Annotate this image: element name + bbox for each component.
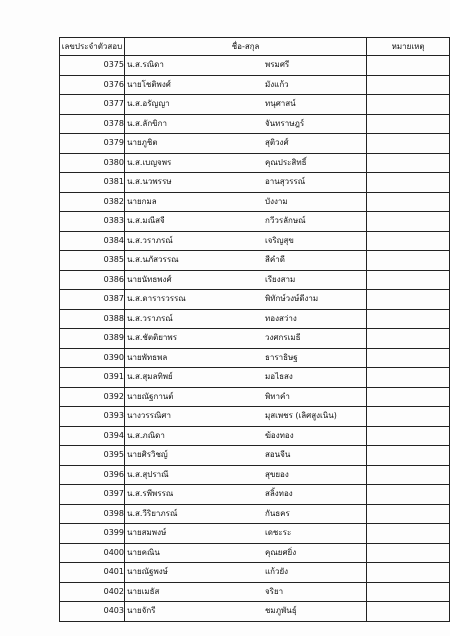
exam-id-cell: 0378 — [60, 114, 125, 134]
exam-id-cell: 0393 — [60, 407, 125, 427]
remark-cell — [367, 348, 450, 368]
candidate-table — [59, 37, 450, 622]
remark-cell — [367, 504, 450, 524]
exam-id-cell: 0388 — [60, 309, 125, 329]
last-name: ชมภูพันธุ์ — [264, 606, 297, 615]
first-name: นายศิรวิชญ์ — [126, 450, 168, 459]
full-name-cell — [124, 368, 366, 388]
first-name: น.ส.เบญจพร — [126, 157, 172, 167]
exam-id-cell: 0391 — [60, 368, 125, 388]
full-name-cell — [124, 485, 366, 505]
last-name: สุขยอง — [264, 469, 289, 479]
last-name: พิทาคำ — [264, 391, 290, 401]
first-name: นายนัทธพงศ์ — [126, 274, 172, 284]
exam-id-cell: 0375 — [60, 56, 125, 76]
exam-id-cell: 0396 — [60, 465, 125, 485]
last-name: ฆ้องทอง — [264, 430, 294, 440]
table-row — [60, 524, 450, 544]
table-row — [60, 387, 450, 407]
full-name-cell — [124, 251, 366, 271]
remark-cell — [367, 446, 450, 466]
remark-cell — [367, 465, 450, 485]
first-name: นายพัทธพล — [126, 352, 168, 362]
exam-id-cell: 0397 — [60, 485, 125, 505]
last-name: พิทักษ์วงษ์ดีงาม — [264, 294, 319, 303]
table-row — [60, 173, 450, 193]
first-name: นายจักรี — [126, 606, 156, 615]
exam-id-cell: 0387 — [60, 290, 125, 310]
exam-id-cell: 0385 — [60, 251, 125, 271]
first-name: นายเมธัส — [126, 586, 160, 596]
exam-id-cell: 0380 — [60, 153, 125, 173]
table-row — [60, 153, 450, 173]
first-name: น.ส.ดารารวรรณ — [126, 294, 186, 303]
full-name-cell — [124, 114, 366, 134]
table-row — [60, 231, 450, 251]
table-row — [60, 251, 450, 271]
remark-cell — [367, 426, 450, 446]
remark-cell — [367, 95, 450, 115]
last-name: ธาราธิษฐ — [264, 352, 298, 362]
last-name: สีคำดี — [264, 255, 285, 264]
first-name: น.ส.วีริยาภรณ์ — [126, 508, 178, 518]
table-row — [60, 563, 450, 583]
full-name-cell — [124, 75, 366, 95]
remark-cell — [367, 485, 450, 505]
table-row — [60, 602, 450, 622]
remark-cell — [367, 543, 450, 563]
full-name-cell — [124, 290, 366, 310]
table-row — [60, 543, 450, 563]
full-name-cell — [124, 56, 366, 76]
table-body — [60, 56, 450, 622]
table-row — [60, 504, 450, 524]
remark-cell — [367, 270, 450, 290]
table-row — [60, 465, 450, 485]
remark-cell — [367, 368, 450, 388]
table-row — [60, 192, 450, 212]
full-name-cell — [124, 387, 366, 407]
exam-id-cell: 0377 — [60, 95, 125, 115]
full-name-cell — [124, 563, 366, 583]
first-name: น.ส.สุมลทิพย์ — [126, 372, 173, 381]
exam-id-cell: 0401 — [60, 563, 125, 583]
exam-id-cell: 0386 — [60, 270, 125, 290]
exam-id-cell: 0382 — [60, 192, 125, 212]
table-row — [60, 95, 450, 115]
header-remark: หมายเหตุ — [367, 38, 450, 56]
last-name: เรียงสาม — [264, 274, 296, 284]
table-header-row — [60, 38, 450, 56]
exam-id-cell: 0400 — [60, 543, 125, 563]
first-name: น.ส.ลักขิกา — [126, 118, 167, 128]
table-row — [60, 56, 450, 76]
remark-cell — [367, 290, 450, 310]
first-name: น.ส.อรัญญา — [126, 99, 170, 108]
first-name: น.ส.นวพรรษ — [126, 177, 172, 186]
first-name: น.ส.รพีพรรณ — [126, 489, 174, 498]
last-name: กวีวรลักษณ์ — [264, 216, 306, 225]
full-name-cell — [124, 153, 366, 173]
full-name-cell — [124, 504, 366, 524]
full-name-cell — [124, 309, 366, 329]
first-name: น.ส.วราภรณ์ — [126, 313, 173, 323]
first-name: นายกมล — [126, 196, 157, 206]
first-name: นางวรรณิศา — [126, 411, 171, 420]
remark-cell — [367, 192, 450, 212]
remark-cell — [367, 602, 450, 622]
last-name: มุสเพชร (เลิศสูงเนิน) — [264, 411, 337, 420]
table-row — [60, 426, 450, 446]
last-name: พรมศรี — [264, 60, 290, 69]
table-row — [60, 407, 450, 427]
remark-cell — [367, 231, 450, 251]
first-name: นายณัฐพงษ์ — [126, 567, 168, 576]
last-name: จันทราษฎร์ — [264, 118, 305, 128]
last-name: กันธคร — [264, 508, 290, 518]
last-name: ทนุศาสน์ — [264, 99, 296, 108]
exam-id-cell: 0383 — [60, 212, 125, 232]
full-name-cell — [124, 329, 366, 349]
full-name-cell — [124, 543, 366, 563]
full-name-cell — [124, 426, 366, 446]
exam-id-cell: 0376 — [60, 75, 125, 95]
remark-cell — [367, 153, 450, 173]
exam-id-cell: 0384 — [60, 231, 125, 251]
last-name: มอไธสง — [264, 372, 293, 381]
remark-cell — [367, 212, 450, 232]
table-row — [60, 446, 450, 466]
exam-id-cell: 0399 — [60, 524, 125, 544]
remark-cell — [367, 75, 450, 95]
remark-cell — [367, 134, 450, 154]
remark-cell — [367, 407, 450, 427]
exam-id-cell: 0390 — [60, 348, 125, 368]
table-row — [60, 329, 450, 349]
table-row — [60, 290, 450, 310]
first-name: น.ส.วราภรณ์ — [126, 235, 173, 245]
remark-cell — [367, 173, 450, 193]
last-name: คุณประสิทธิ์ — [264, 157, 307, 167]
first-name: น.ส.รณิดา — [126, 60, 164, 69]
table-row — [60, 134, 450, 154]
header-exam-id: เลขประจำตัวสอบ — [60, 38, 125, 56]
full-name-cell — [124, 134, 366, 154]
table-row — [60, 114, 450, 134]
header-full-name: ชื่อ-สกุล — [124, 38, 366, 56]
table-row — [60, 348, 450, 368]
table-row — [60, 309, 450, 329]
exam-id-cell: 0398 — [60, 504, 125, 524]
last-name: วงศกรเมธี — [264, 333, 301, 342]
full-name-cell — [124, 95, 366, 115]
first-name: น.ส.ภณิดา — [126, 430, 165, 440]
remark-cell — [367, 114, 450, 134]
last-name: มังแก้ว — [264, 79, 289, 89]
exam-id-cell: 0402 — [60, 582, 125, 602]
table-row — [60, 212, 450, 232]
full-name-cell — [124, 446, 366, 466]
table-row — [60, 368, 450, 388]
exam-id-cell: 0379 — [60, 134, 125, 154]
remark-cell — [367, 563, 450, 583]
last-name: ทองสว่าง — [264, 313, 297, 323]
exam-id-cell: 0389 — [60, 329, 125, 349]
last-name: คุณยศยิ่ง — [264, 547, 297, 557]
first-name: นายคณิน — [126, 547, 160, 557]
full-name-cell — [124, 602, 366, 622]
last-name: สุติวงศ์ — [264, 138, 289, 147]
full-name-cell — [124, 407, 366, 427]
full-name-cell — [124, 173, 366, 193]
remark-cell — [367, 251, 450, 271]
last-name: สลิ้งทอง — [264, 489, 293, 498]
full-name-cell — [124, 270, 366, 290]
exam-id-cell: 0392 — [60, 387, 125, 407]
full-name-cell — [124, 582, 366, 602]
last-name: เดชะระ — [264, 528, 292, 537]
first-name: น.ส.สุปราณี — [126, 469, 169, 479]
last-name: แก้วยัง — [264, 567, 289, 576]
full-name-cell — [124, 231, 366, 251]
exam-id-cell: 0403 — [60, 602, 125, 622]
table-row — [60, 75, 450, 95]
full-name-cell — [124, 348, 366, 368]
exam-id-cell: 0394 — [60, 426, 125, 446]
table-row — [60, 582, 450, 602]
first-name: น.ส.ชัตติยาพร — [126, 333, 177, 342]
first-name: น.ส.มณีสจี — [126, 216, 165, 225]
remark-cell — [367, 309, 450, 329]
remark-cell — [367, 582, 450, 602]
last-name: จริยา — [264, 586, 284, 596]
last-name: สอนจีน — [264, 450, 291, 459]
table-row — [60, 485, 450, 505]
remark-cell — [367, 56, 450, 76]
first-name: นายภูชิต — [126, 138, 158, 147]
remark-cell — [367, 524, 450, 544]
remark-cell — [367, 387, 450, 407]
full-name-cell — [124, 465, 366, 485]
full-name-cell — [124, 192, 366, 212]
last-name: บังงาม — [264, 196, 288, 206]
last-name: เจริญสุข — [264, 235, 294, 245]
exam-id-cell: 0381 — [60, 173, 125, 193]
full-name-cell — [124, 212, 366, 232]
first-name: นายสมพงษ์ — [126, 528, 167, 537]
first-name: นายโชติพงศ์ — [126, 79, 171, 89]
table-row — [60, 270, 450, 290]
first-name: นายณัฐกานต์ — [126, 391, 174, 401]
last-name: อานสุวรรณ์ — [264, 177, 306, 186]
exam-id-cell: 0395 — [60, 446, 125, 466]
full-name-cell — [124, 524, 366, 544]
first-name: น.ส.นภัสวรรณ — [126, 255, 179, 264]
remark-cell — [367, 329, 450, 349]
